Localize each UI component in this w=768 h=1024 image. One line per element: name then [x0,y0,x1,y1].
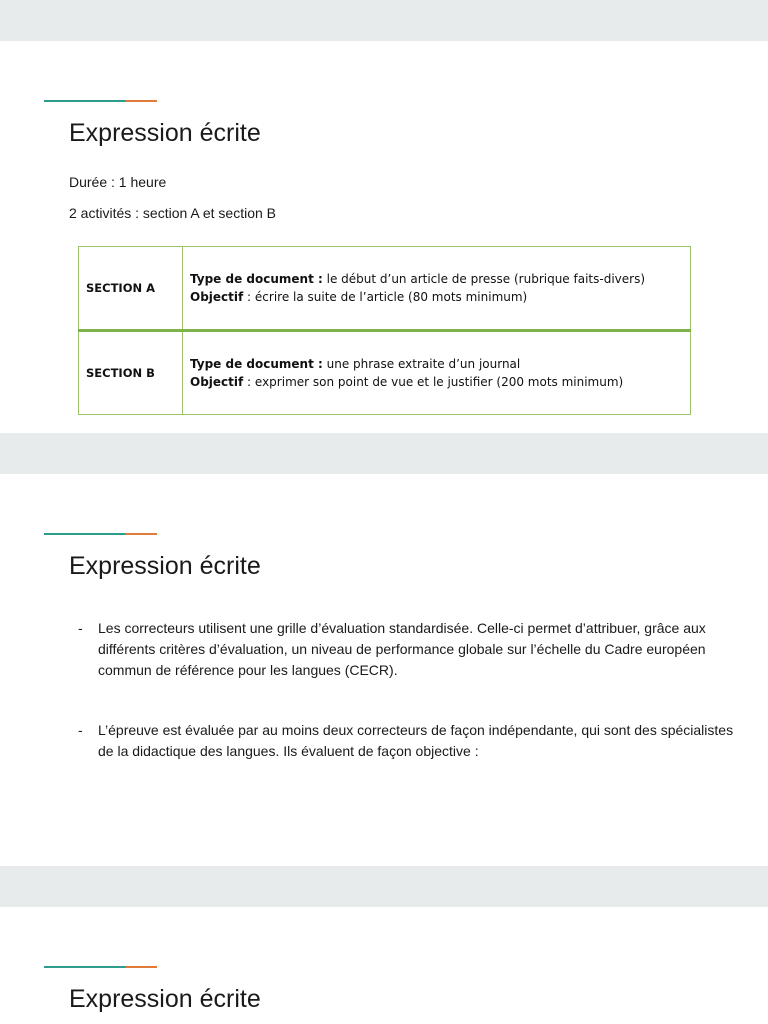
dash-marker: - [78,620,83,636]
slide-3 [0,907,768,1024]
objective-label: Objectif [190,375,244,389]
section-content [183,331,691,415]
top-band [0,0,768,41]
slide-2 [0,474,768,866]
document-type-label: Type de document : [190,272,323,286]
document-type-line [190,355,689,373]
bullet-list [78,618,748,762]
document-type-label: Type de document : [190,357,323,371]
section-content [183,247,691,331]
objective-label: Objectif [190,290,244,304]
sections-table [78,246,691,415]
table-row [79,247,691,331]
section-label: SECTION A [79,247,183,331]
duration-text: Durée : 1 heure [69,174,167,190]
table-row [79,331,691,415]
section-label: SECTION B [79,331,183,415]
document-type-value: une phrase extraite d’un journal [322,357,521,371]
list-item [78,720,748,762]
activities-text: 2 activités : section A et section B [69,205,276,221]
accent-line [44,100,157,102]
objective-value: : exprimer son point de vue et le justifier (200 mots minimum) [243,375,624,389]
document-type-line [190,270,689,288]
separator-band [0,866,768,907]
document-type-value: le début d’un article de presse (rubrique faits-divers) [322,272,646,286]
bullet-text: Les correcteurs utilisent une grille d’évaluation standardisée. Celle-ci permet d’attribuer, grâce aux différents critères d’évaluation, un niveau de performance globale sur l’échelle du Cadre européen commun de référence pour les langues (CECR). [98,620,706,678]
dash-marker: - [78,722,83,738]
slide-title: Expression écrite [69,552,261,580]
slide-title: Expression écrite [69,119,261,147]
objective-value: : écrire la suite de l’article (80 mots minimum) [243,290,528,304]
accent-line [44,966,157,968]
bullet-text: L’épreuve est évaluée par au moins deux correcteurs de façon indépendante, qui sont des spécialistes de la didactique des langues. Ils évaluent de façon objective : [98,722,734,759]
separator-band [0,433,768,474]
accent-line [44,533,157,535]
objective-line [190,373,689,391]
list-item [78,618,748,681]
slide-1 [0,41,768,433]
slide-title: Expression écrite [69,985,261,1013]
objective-line [190,288,689,306]
